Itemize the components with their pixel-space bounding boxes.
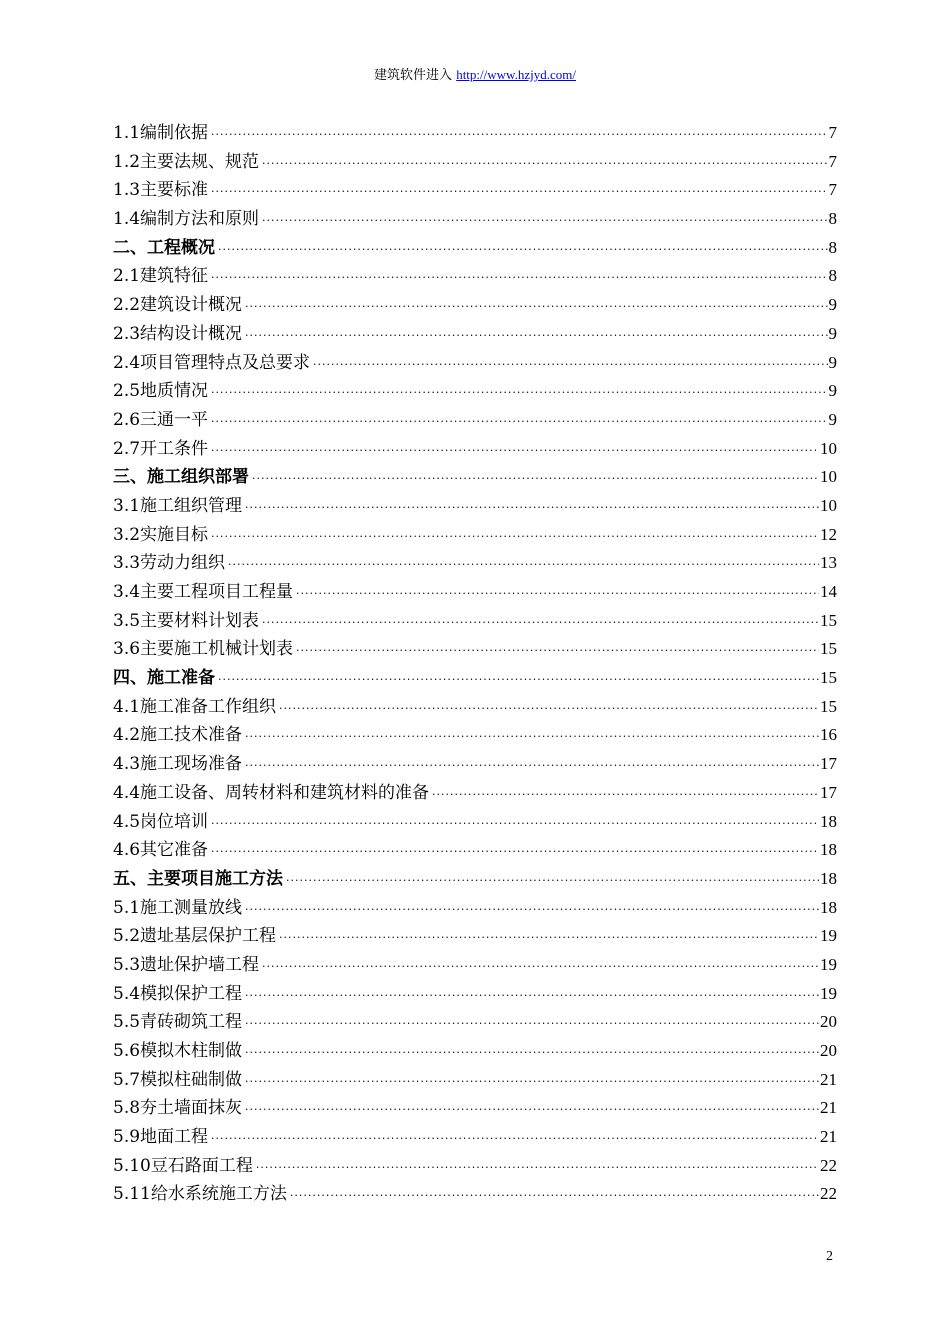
toc-dot-leader xyxy=(245,322,827,351)
toc-entry-label: 3.6主要施工机械计划表 xyxy=(113,639,294,660)
toc-section-heading[interactable] xyxy=(113,865,837,894)
toc-entry-page: 22 xyxy=(820,1155,837,1175)
toc-entry-label: 3.3劳动力组织 xyxy=(113,553,226,574)
toc-entry[interactable] xyxy=(113,1066,837,1095)
toc-entry-label: 2.5地质情况 xyxy=(113,381,209,402)
page-header xyxy=(0,66,950,85)
toc-section-heading[interactable] xyxy=(113,664,837,693)
toc-entry-page: 7 xyxy=(828,123,837,142)
header-text: 建筑软件进入 xyxy=(374,68,457,83)
toc-dot-leader xyxy=(211,178,827,207)
toc-entry[interactable] xyxy=(113,836,837,865)
toc-entry-page: 19 xyxy=(820,954,837,974)
toc-entry[interactable] xyxy=(113,291,837,320)
toc-entry-page: 8 xyxy=(828,266,837,286)
toc-entry-page: 15 xyxy=(820,668,837,688)
toc-entry-label: 3.2实施目标 xyxy=(113,524,209,545)
toc-entry-page: 20 xyxy=(820,1012,837,1032)
toc-entry-page: 9 xyxy=(828,409,837,429)
toc-entry-page: 9 xyxy=(828,323,837,343)
toc-dot-leader xyxy=(228,551,819,580)
toc-dot-leader xyxy=(313,351,827,380)
toc-entry-label: 三、施工组织部署 xyxy=(113,467,249,488)
page-number: 2 xyxy=(826,1249,833,1264)
toc-entry-label: 2.2建筑设计概况 xyxy=(113,295,243,316)
toc-dot-leader xyxy=(256,1154,819,1183)
toc-entry[interactable] xyxy=(113,951,837,980)
toc-entry-label: 1.3主要标准 xyxy=(113,180,209,201)
toc-dot-leader xyxy=(245,896,819,925)
toc-entry-label: 2.3结构设计概况 xyxy=(113,323,243,344)
toc-entry-page: 22 xyxy=(820,1184,837,1204)
toc-entry[interactable] xyxy=(113,148,837,177)
toc-entry-label: 二、工程概况 xyxy=(113,237,215,258)
toc-dot-leader xyxy=(245,723,819,752)
toc-entry[interactable] xyxy=(113,607,837,636)
toc-entry-page: 18 xyxy=(820,897,837,917)
toc-dot-leader xyxy=(279,695,819,724)
toc-dot-leader xyxy=(245,1096,819,1125)
toc-dot-leader xyxy=(245,752,819,781)
toc-dot-leader xyxy=(245,1068,819,1097)
toc-entry-label: 4.4施工设备、周转材料和建筑材料的准备 xyxy=(113,782,430,803)
toc-dot-leader xyxy=(211,264,827,293)
toc-entry[interactable] xyxy=(113,922,837,951)
toc-entry-label: 5.9地面工程 xyxy=(113,1127,209,1148)
table-of-contents xyxy=(113,119,837,1209)
toc-entry[interactable] xyxy=(113,1123,837,1152)
toc-entry-page: 15 xyxy=(820,610,837,630)
toc-entry-page: 9 xyxy=(828,295,837,315)
toc-entry[interactable] xyxy=(113,262,837,291)
toc-entry-page: 14 xyxy=(820,582,837,601)
toc-entry-label: 5.8夯土墙面抹灰 xyxy=(113,1098,243,1119)
toc-entry-page: 15 xyxy=(820,696,837,716)
toc-dot-leader xyxy=(296,580,819,609)
toc-entry[interactable] xyxy=(113,750,837,779)
toc-entry[interactable] xyxy=(113,1008,837,1037)
toc-dot-leader xyxy=(211,838,819,867)
toc-dot-leader xyxy=(286,867,819,896)
toc-dot-leader xyxy=(262,953,819,982)
toc-dot-leader xyxy=(432,781,819,810)
toc-section-heading[interactable] xyxy=(113,463,837,492)
toc-entry-label: 5.1施工测量放线 xyxy=(113,897,243,918)
toc-entry-label: 四、施工准备 xyxy=(113,668,215,689)
toc-dot-leader xyxy=(290,1182,819,1211)
toc-entry[interactable] xyxy=(113,635,837,664)
header-link[interactable]: http://www.hzjyd.com/ xyxy=(456,67,576,82)
toc-entry-label: 5.4模拟保护工程 xyxy=(113,983,243,1004)
toc-entry-page: 18 xyxy=(820,840,837,860)
toc-dot-leader xyxy=(296,637,819,666)
toc-dot-leader xyxy=(211,408,827,437)
toc-dot-leader xyxy=(211,810,819,839)
toc-entry-label: 4.2施工技术准备 xyxy=(113,725,243,746)
toc-entry-page: 10 xyxy=(820,467,837,487)
toc-entry-label: 5.10豆石路面工程 xyxy=(113,1155,253,1176)
toc-entry[interactable] xyxy=(113,377,837,406)
toc-entry-label: 5.3遗址保护墙工程 xyxy=(113,954,260,975)
toc-entry[interactable] xyxy=(113,808,837,837)
toc-entry[interactable] xyxy=(113,435,837,464)
toc-entry-page: 8 xyxy=(828,209,837,229)
toc-entry-label: 5.7模拟柱础制做 xyxy=(113,1069,243,1090)
toc-entry-page: 10 xyxy=(820,495,837,515)
toc-entry-page: 7 xyxy=(828,180,837,200)
toc-section-heading[interactable] xyxy=(113,234,837,263)
toc-dot-leader xyxy=(211,1125,819,1154)
toc-entry[interactable] xyxy=(113,578,837,607)
toc-entry-label: 2.4项目管理特点及总要求 xyxy=(113,352,311,373)
toc-dot-leader xyxy=(245,293,827,322)
toc-entry[interactable] xyxy=(113,205,837,234)
toc-entry-page: 8 xyxy=(828,237,837,257)
toc-entry-label: 五、主要项目施工方法 xyxy=(113,868,283,889)
toc-entry-page: 16 xyxy=(820,725,837,745)
toc-dot-leader xyxy=(262,150,827,179)
toc-dot-leader xyxy=(245,1039,819,1068)
toc-entry-page: 10 xyxy=(820,438,837,458)
toc-entry[interactable] xyxy=(113,1180,837,1209)
toc-entry-label: 2.7开工条件 xyxy=(113,438,209,459)
toc-dot-leader xyxy=(262,207,827,236)
toc-entry[interactable] xyxy=(113,549,837,578)
toc-entry-page: 19 xyxy=(820,926,837,946)
toc-entry[interactable] xyxy=(113,1037,837,1066)
toc-entry-page: 17 xyxy=(820,754,837,774)
toc-entry[interactable] xyxy=(113,693,837,722)
toc-entry-label: 2.1建筑特征 xyxy=(113,266,209,287)
toc-dot-leader xyxy=(218,666,819,695)
toc-entry-label: 3.1施工组织管理 xyxy=(113,495,243,516)
toc-entry-label: 1.2主要法规、规范 xyxy=(113,151,260,172)
toc-entry[interactable] xyxy=(113,176,837,205)
toc-entry[interactable] xyxy=(113,1094,837,1123)
toc-entry[interactable] xyxy=(113,779,837,808)
toc-entry-label: 3.5主要材料计划表 xyxy=(113,610,260,631)
toc-dot-leader xyxy=(211,379,827,408)
toc-entry[interactable] xyxy=(113,349,837,378)
toc-entry[interactable] xyxy=(113,521,837,550)
toc-entry-page: 7 xyxy=(828,151,837,171)
toc-dot-leader xyxy=(245,982,819,1011)
toc-entry-page: 18 xyxy=(820,868,837,888)
toc-dot-leader xyxy=(211,437,819,466)
toc-entry-label: 1.1编制依据 xyxy=(113,123,209,143)
toc-entry-page: 12 xyxy=(820,524,837,544)
toc-entry-label: 4.5岗位培训 xyxy=(113,811,209,832)
toc-entry-label: 3.4主要工程项目工程量 xyxy=(113,582,294,602)
toc-entry-label: 5.11给水系统施工方法 xyxy=(113,1184,287,1205)
toc-dot-leader xyxy=(211,121,827,150)
toc-entry-label: 1.4编制方法和原则 xyxy=(113,209,260,230)
toc-entry[interactable] xyxy=(113,119,837,148)
toc-entry-label: 4.6其它准备 xyxy=(113,840,209,861)
toc-dot-leader xyxy=(279,924,819,953)
toc-entry[interactable] xyxy=(113,492,837,521)
toc-entry[interactable] xyxy=(113,320,837,349)
toc-dot-leader xyxy=(218,236,828,265)
toc-entry-page: 21 xyxy=(820,1098,837,1118)
toc-entry-label: 5.5青砖砌筑工程 xyxy=(113,1012,243,1033)
toc-entry-page: 18 xyxy=(820,811,837,831)
toc-entry-label: 5.2遗址基层保护工程 xyxy=(113,926,277,947)
toc-dot-leader xyxy=(252,465,819,494)
toc-entry-label: 4.1施工准备工作组织 xyxy=(113,696,277,717)
toc-entry-page: 19 xyxy=(820,983,837,1003)
toc-entry[interactable] xyxy=(113,894,837,923)
toc-entry-label: 4.3施工现场准备 xyxy=(113,754,243,775)
toc-entry-label: 2.6三通一平 xyxy=(113,409,209,430)
toc-entry[interactable] xyxy=(113,406,837,435)
toc-entry[interactable] xyxy=(113,721,837,750)
toc-entry-page: 9 xyxy=(828,352,837,372)
toc-dot-leader xyxy=(245,1010,819,1039)
toc-entry-page: 13 xyxy=(820,553,837,573)
toc-entry-page: 21 xyxy=(820,1127,837,1147)
toc-entry-page: 17 xyxy=(820,782,837,802)
toc-dot-leader xyxy=(245,494,819,523)
toc-entry-page: 15 xyxy=(820,639,837,659)
toc-entry-page: 20 xyxy=(820,1041,837,1060)
toc-entry[interactable] xyxy=(113,980,837,1009)
toc-entry-page: 9 xyxy=(828,381,837,401)
toc-dot-leader xyxy=(262,609,819,638)
toc-entry-page: 21 xyxy=(820,1069,837,1089)
toc-dot-leader xyxy=(211,523,819,552)
toc-entry-label: 5.6模拟木柱制做 xyxy=(113,1041,243,1061)
toc-entry[interactable] xyxy=(113,1152,837,1181)
